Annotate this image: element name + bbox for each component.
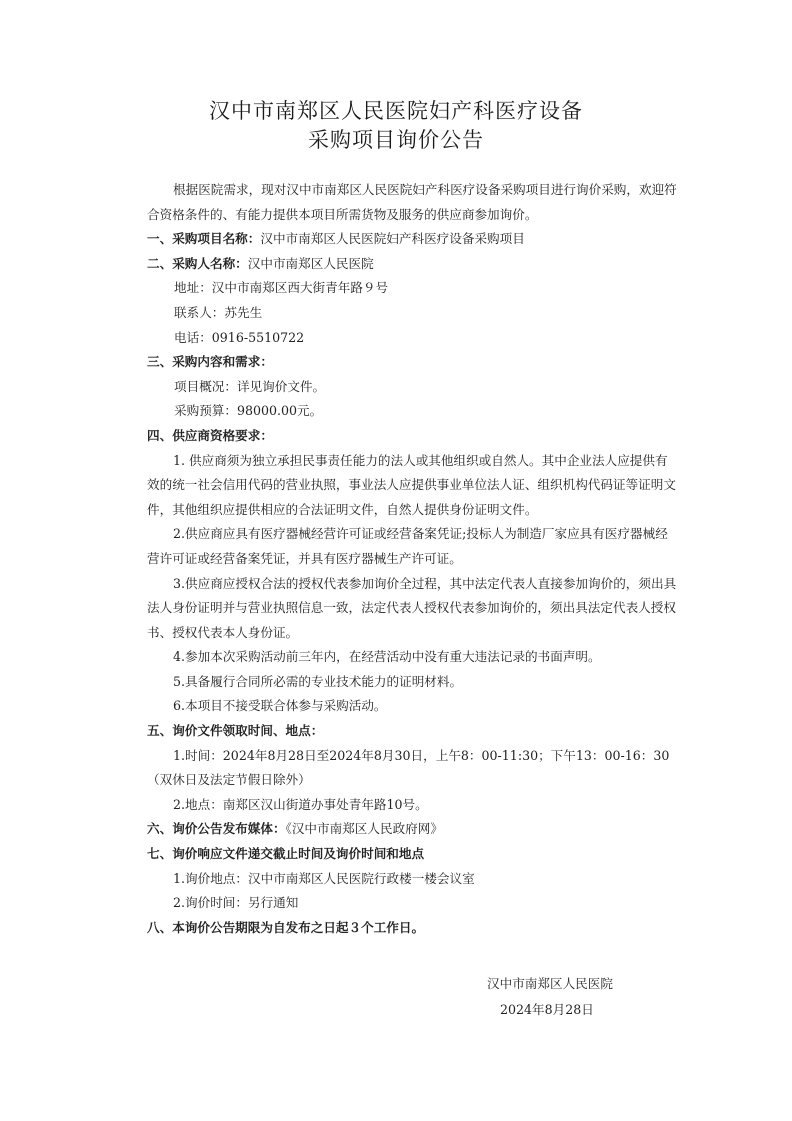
document-collection-time: 1.时间：2024年8月28日至2024年8月30日，上午8：00-11:30；下午13：00-16：30（双休日及法定节假日除外） bbox=[147, 747, 670, 788]
document-collection-place: 2.地点：南郑区汉山街道办事处青年路10号。 bbox=[173, 796, 428, 812]
qualification-item: 1. 供应商须为独立承担民事责任能力的法人或其他组织或自然人。其中企业法人应提供有效的统一社会信用代码的营业执照，事业法人应提供事业单位法人证、组织机构代码证等证明文件，其他组织应提供相应的合法证明文件，自然人提供身份证明文件。 bbox=[147, 452, 676, 517]
section-7 bbox=[147, 842, 679, 867]
title-line-1: 汉中市南郑区人民医院妇产科医疗设备 bbox=[209, 99, 583, 123]
section-5-heading: 五、询价文件领取时间、地点： bbox=[147, 723, 324, 739]
inquiry-place: 1.询价地点：汉中市南郑区人民医院行政楼一楼会议室 bbox=[173, 870, 475, 886]
section-2 bbox=[147, 252, 679, 277]
section-6 bbox=[147, 817, 679, 842]
section-1-heading: 一、采购项目名称： bbox=[147, 231, 261, 247]
purchaser-phone: 电话：0916-5510722 bbox=[174, 329, 305, 345]
document-body bbox=[147, 178, 679, 940]
section-2-text: 汉中市南郑区人民医院 bbox=[247, 255, 374, 271]
section-1 bbox=[147, 227, 679, 252]
project-overview: 项目概况：详见询价文件。 bbox=[174, 378, 326, 394]
section-3-heading: 三、采购内容和需求： bbox=[147, 354, 273, 370]
qualification-item: 3.供应商应授权合法的授权代表参加询价全过程，其中法定代表人直接参加询价的，须出具法人身份证明并与营业执照信息一致，法定代表人授权代表参加询价的，须出具法定代表人授权书、授权代表本人身份证。 bbox=[147, 575, 677, 640]
inquiry-time: 2.询价时间：另行通知 bbox=[173, 895, 299, 911]
section-6-text: 《汉中市南郑区人民政府网》 bbox=[285, 821, 443, 837]
project-budget: 采购预算：98000.00元。 bbox=[174, 403, 323, 419]
section-8 bbox=[147, 916, 679, 941]
signature-date: 2024年8月28日 bbox=[500, 1002, 594, 1017]
section-8-heading: 八、本询价公告期限为自发布之日起３个工作日。 bbox=[147, 919, 425, 935]
section-4-heading: 四、供应商资格要求： bbox=[147, 427, 273, 443]
purchaser-address: 地址：汉中市南郑区西大街青年路９号 bbox=[174, 280, 389, 296]
section-2-heading: 二、采购人名称： bbox=[147, 255, 248, 271]
section-7-heading: 七、询价响应文件递交截止时间及询价时间和地点 bbox=[147, 846, 425, 862]
title-line-2: 采购项目询价公告 bbox=[308, 128, 484, 152]
qualification-item: 6.本项目不接受联合体参与采购活动。 bbox=[173, 698, 387, 714]
section-6-heading: 六、询价公告发布媒体： bbox=[147, 821, 286, 837]
qualification-item: 5.具备履行合同所必需的专业技术能力的证明材料。 bbox=[173, 673, 463, 689]
section-1-text: 汉中市南郑区人民医院妇产科医疗设备采购项目 bbox=[260, 231, 525, 247]
intro-paragraph: 根据医院需求，现对汉中市南郑区人民医院妇产科医疗设备采购项目进行询价采购，欢迎符合资格条件的、有能力提供本项目所需货物及服务的供应商参加询价。 bbox=[147, 182, 677, 222]
qualification-item: 2.供应商应具有医疗器械经营许可证或经营备案凭证;投标人为制造厂家应具有医疗器械经营许可证或经营备案凭证，并具有医疗器械生产许可证。 bbox=[147, 526, 668, 566]
purchaser-contact: 联系人：苏先生 bbox=[174, 304, 263, 320]
section-4 bbox=[147, 424, 679, 449]
section-5 bbox=[147, 719, 679, 744]
section-3 bbox=[147, 350, 679, 375]
signature-org: 汉中市南郑区人民医院 bbox=[487, 976, 613, 991]
qualification-item: 4.参加本次采购活动前三年内，在经营活动中没有重大违法记录的书面声明。 bbox=[173, 649, 601, 665]
